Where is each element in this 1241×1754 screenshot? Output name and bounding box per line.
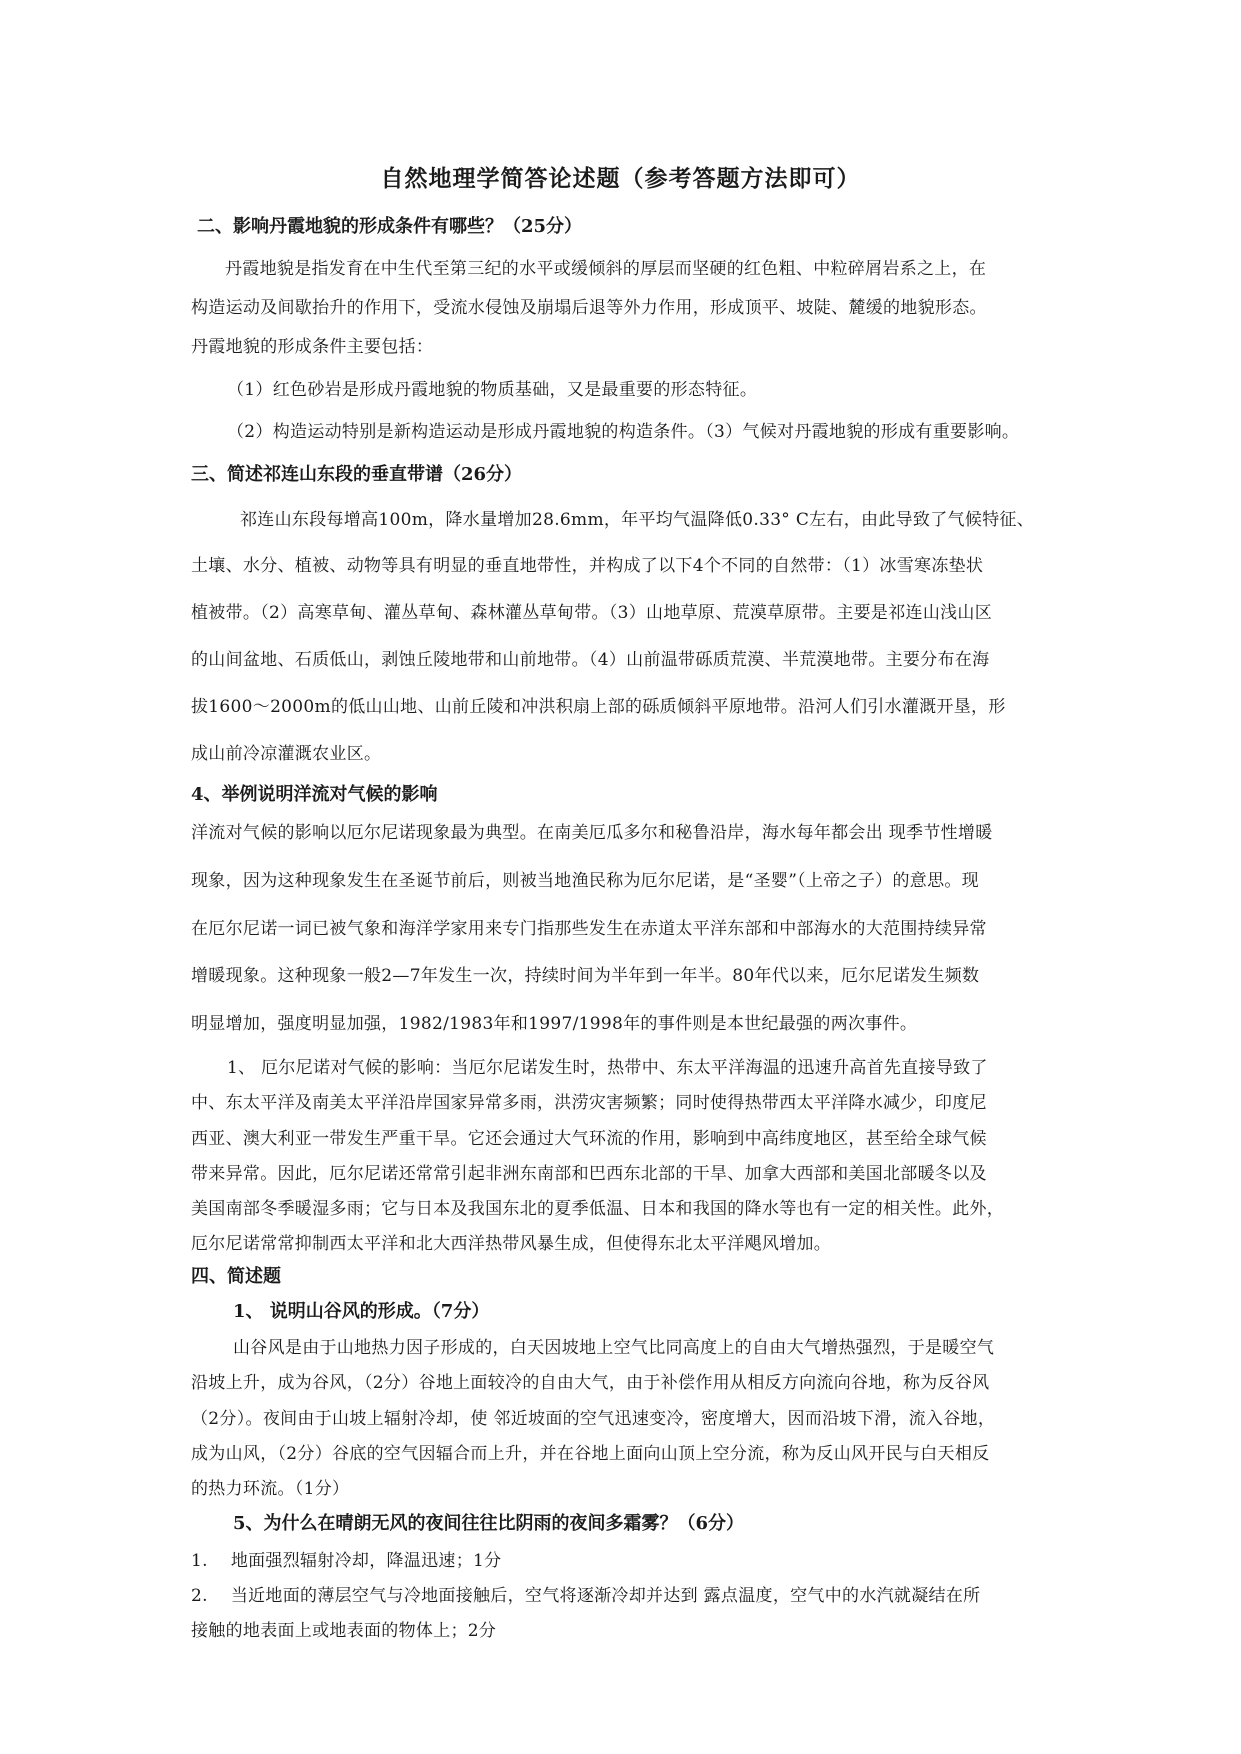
body-line: 祁连山东段每增高100m，降水量增加28.6mm，年平均气温降低0.33° C左右，由此导致了气候特征、 <box>240 510 1035 530</box>
body-line: （1）红色砂岩是形成丹霞地貌的物质基础，又是最重要的形态特征。 <box>227 380 758 400</box>
body-line: （2分）。夜间由于山坡上辐射冷却，使 邻近坡面的空气迅速变冷，密度增大，因而沿坡下滑，流入谷地， <box>191 1409 996 1429</box>
body-line: 1、 厄尔尼诺对气候的影响：当厄尔尼诺发生时，热带中、东太平洋海温的迅速升高首先直接导致了 <box>227 1058 988 1078</box>
question-2-heading: 5、为什么在晴朗无风的夜间往往比阴雨的夜间多霜雾？（6分） <box>233 1513 745 1534</box>
body-line: 西亚、澳大利亚一带发生严重干旱。它还会通过大气环流的作用，影响到中高纬度地区，甚至给全球气候 <box>191 1129 987 1149</box>
body-line: 现象，因为这种现象发生在圣诞节前后，则被当地渔民称为厄尔尼诺，是“圣婴”（上帝之子）的意思。现 <box>191 871 979 891</box>
body-line: 中、东太平洋及南美太平洋沿岸国家异常多雨，洪涝灾害频繁；同时使得热带西太平洋降水减少，印度尼 <box>191 1093 987 1113</box>
body-line: 明显增加，强度明显加强，1982/1983年和1997/1998年的事件则是本世纪最强的两次事件。 <box>191 1014 918 1034</box>
body-line: 丹霞地貌是指发育在中生代至第三纪的水平或缓倾斜的厚层而坚硬的红色粗、中粒碎屑岩系之上，在 <box>225 259 987 279</box>
body-line: 带来异常。因此，厄尔尼诺还常常引起非洲东南部和巴西东北部的干旱、加拿大西部和美国北部暖冬以及 <box>191 1164 987 1184</box>
section-3-heading: 三、简述祁连山东段的垂直带谱（26分） <box>191 464 523 485</box>
body-line: 拔1600～2000m的低山山地、山前丘陵和冲洪积扇上部的砾质倾斜平原地带。沿河人们引水灌溉开垦，形 <box>191 697 1006 717</box>
body-line: 山谷风是由于山地热力因子形成的，白天因坡地上空气比同高度上的自由大气增热强烈，于是暖空气 <box>233 1338 995 1358</box>
body-line: 植被带。（2）高寒草甸、灌丛草甸、森林灌丛草甸带。（3）山地草原、荒漠草原带。主要是祁连山浅山区 <box>191 603 993 623</box>
body-line: 沿坡上升，成为谷风，（2分）谷地上面较冷的自由大气，由于补偿作用从相反方向流向谷地，称为反谷风 <box>191 1373 990 1393</box>
body-line: 厄尔尼诺常常抑制西太平洋和北大西洋热带风暴生成，但使得东北太平洋飓风增加。 <box>191 1234 832 1254</box>
body-line: 洋流对气候的影响以厄尔尼诺现象最为典型。在南美厄瓜多尔和秘鲁沿岸，海水每年都会出 现季节性增暖 <box>191 823 993 843</box>
body-line: 美国南部冬季暖湿多雨；它与日本及我国东北的夏季低温、日本和我国的降水等也有一定的相关性。此外， <box>191 1199 1005 1219</box>
body-line: 增暖现象。这种现象一般2—7年发生一次，持续时间为半年到一年半。80年代以来，厄尔尼诺发生频数 <box>191 966 980 986</box>
section-4-heading: 4、举例说明洋流对气候的影响 <box>191 784 438 805</box>
body-line: 的山间盆地、石质低山，剥蚀丘陵地带和山前地带。（4）山前温带砾质荒漠、半荒漠地带。主要分布在海 <box>191 650 990 670</box>
numbered-line: 2. 当近地面的薄层空气与冷地面接触后，空气将逐渐冷却并达到 露点温度，空气中的水汽就凝结在所 <box>191 1586 981 1606</box>
body-line: 成山前冷凉灌溉农业区。 <box>191 744 382 764</box>
page-title: 自然地理学简答论述题（参考答题方法即可） <box>380 165 861 192</box>
body-line: 在厄尔尼诺一词已被气象和海洋学家用来专门指那些发生在赤道太平洋东部和中部海水的大范围持续异常 <box>191 919 987 939</box>
question-1-heading: 1、 说明山谷风的形成。（7分） <box>233 1301 490 1322</box>
body-line: （2）构造运动特别是新构造运动是形成丹霞地貌的构造条件。（3）气候对丹霞地貌的形成有重要影响。 <box>227 422 1020 442</box>
body-line: 丹霞地貌的形成条件主要包括： <box>191 337 434 357</box>
section-si-heading: 四、简述题 <box>191 1266 281 1287</box>
body-line: 的热力环流。（1分） <box>191 1479 350 1499</box>
body-line: 土壤、水分、植被、动物等具有明显的垂直地带性，并构成了以下4个不同的自然带：（1）冰雪寒冻垫状 <box>191 556 984 576</box>
section-2-heading: 二、影响丹霞地貌的形成条件有哪些？（25分） <box>197 216 583 237</box>
body-line: 成为山风，（2分）谷底的空气因辐合而上升，并在谷地上面向山顶上空分流，称为反山风开民与白天相反 <box>191 1444 990 1464</box>
body-line: 构造运动及间歇抬升的作用下，受流水侵蚀及崩塌后退等外力作用，形成顶平、坡陡、麓缓的地貌形态。 <box>191 298 987 318</box>
numbered-line: 1. 地面强烈辐射冷却，降温迅速；1分 <box>191 1551 502 1571</box>
body-line: 接触的地表面上或地表面的物体上；2分 <box>191 1621 497 1641</box>
